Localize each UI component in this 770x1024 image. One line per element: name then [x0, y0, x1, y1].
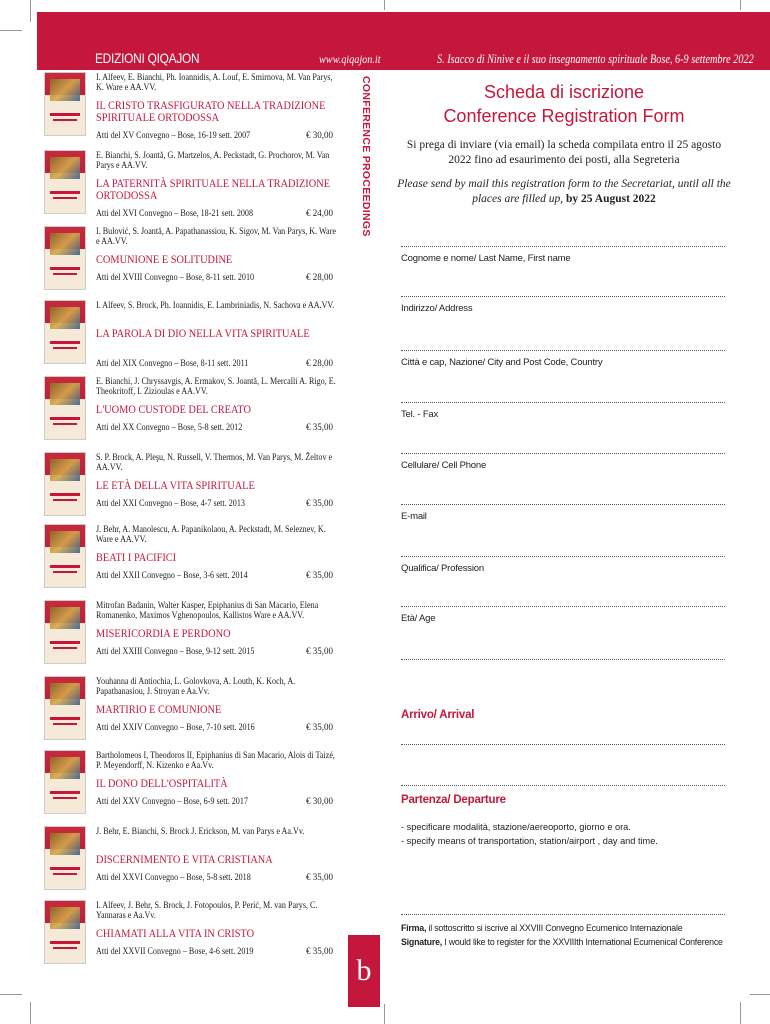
departure-label: Partenza/ Departure — [401, 794, 506, 806]
book-cover — [44, 452, 86, 516]
book-item — [44, 376, 364, 450]
crop-mark — [30, 1002, 31, 1024]
book-price: € 35,00 — [306, 498, 333, 508]
book-cover — [44, 826, 86, 890]
book-price: € 28,00 — [306, 358, 333, 368]
form-title-en: Conference Registration Form — [443, 106, 685, 126]
book-authors: J. Behr, E. Bianchi, S. Brock J. Erickson, M. van Parys e Aa.Vv. — [96, 826, 305, 836]
arrival-label: Arrivo/ Arrival — [401, 709, 475, 721]
book-title: CHIAMATI ALLA VITA IN CRISTO — [96, 928, 255, 940]
book-title: L'UOMO CUSTODE DEL CREATO — [96, 404, 251, 416]
form-field-label: Indirizzo/ Address — [401, 303, 473, 314]
book-acts: Atti del XVI Convegno – Bose, 18-21 sett. 2008 — [96, 208, 254, 218]
book-price: € 35,00 — [306, 722, 333, 732]
form-field-label: E-mail — [401, 511, 427, 522]
book-authors: I. Alfeev, J. Behr, S. Brock, J. Fotopoulos, P. Perić, M. van Parys, C. Yannaras e Aa.Vv. — [96, 900, 318, 920]
book-cover — [44, 226, 86, 290]
book-item — [44, 150, 364, 224]
book-item — [44, 524, 364, 598]
book-acts: Atti del XXV Convegno – Bose, 6-9 sett. 2017 — [96, 796, 248, 806]
book-acts: Atti del XXII Convegno – Bose, 3-6 sett. 2014 — [96, 570, 248, 580]
crop-mark — [0, 994, 22, 995]
book-price: € 24,00 — [306, 208, 333, 218]
crop-mark — [0, 30, 22, 31]
crop-mark — [384, 0, 385, 10]
book-cover — [44, 300, 86, 364]
header-bar — [37, 12, 770, 70]
publisher-logo: b — [348, 935, 380, 1007]
book-price: € 35,00 — [306, 872, 333, 882]
book-cover — [44, 376, 86, 440]
book-price: € 35,00 — [306, 422, 333, 432]
book-price: € 35,00 — [306, 646, 333, 656]
book-authors: I. Bulović, S. Joantă, A. Papathanassiou, K. Sigov, M. Van Parys, K. Ware e AA.VV. — [96, 226, 336, 246]
form-field[interactable] — [401, 504, 725, 522]
signature-field[interactable] — [401, 914, 725, 915]
arrival-field[interactable] — [401, 744, 725, 745]
form-field[interactable] — [401, 246, 725, 264]
book-cover — [44, 750, 86, 814]
departure-line[interactable] — [401, 785, 725, 786]
book-item — [44, 600, 364, 674]
book-acts: Atti del XXVI Convegno – Bose, 5-8 sett. 2018 — [96, 872, 251, 882]
form-info-en: Please send by mail this registration form to the Secretariat, until all the places are filled up, by 25 August 2022 — [397, 178, 731, 205]
book-title: LA PAROLA DI DIO NELLA VITA SPIRITUALE — [96, 328, 310, 340]
form-field[interactable] — [401, 556, 725, 574]
book-authors: J. Behr, A. Manolescu, A. Papanikolaou, A. Peckstadt, M. Seleznev, K. Ware e AA.VV. — [96, 524, 326, 544]
website-link[interactable]: www.qiqajon.it — [319, 52, 381, 66]
book-price: € 28,00 — [306, 272, 333, 282]
side-label-text: CONFERENCE PROCEEDINGS — [360, 76, 372, 237]
form-field-label: Tel. - Fax — [401, 409, 439, 420]
book-title: LE ETÀ DELLA VITA SPIRITUALE — [96, 480, 255, 492]
book-cover — [44, 900, 86, 964]
book-title: LA PATERNITÀ SPIRITUALE NELLA TRADIZIONE ORTODOSSA — [96, 178, 331, 202]
book-acts: Atti del XV Convegno – Bose, 16-19 sett. 2007 — [96, 130, 251, 140]
book-acts: Atti del XXI Convegno – Bose, 4-7 sett. 2013 — [96, 498, 245, 508]
crop-mark — [30, 0, 31, 22]
form-field-label: Qualifica/ Profession — [401, 563, 484, 574]
book-item — [44, 72, 364, 146]
book-price: € 30,00 — [306, 796, 333, 806]
book-price: € 30,00 — [306, 130, 333, 140]
book-authors: E. Bianchi, S. Joantă, G. Martzelos, A. Peckstadt, G. Prochorov, M. Van Parys e AA.VV. — [96, 150, 330, 170]
crop-mark — [740, 1002, 741, 1024]
form-field[interactable] — [401, 453, 725, 471]
book-item — [44, 900, 364, 974]
book-cover — [44, 524, 86, 588]
book-item — [44, 226, 364, 300]
book-cover — [44, 150, 86, 214]
conference-title: S. Isacco di Ninive e il suo insegnamento spirituale Bose, 6-9 settembre 2022 — [437, 52, 754, 66]
crop-mark — [384, 1004, 385, 1024]
form-field[interactable] — [401, 606, 725, 624]
book-title: MISERICORDIA E PERDONO — [96, 628, 231, 640]
book-item — [44, 826, 364, 900]
form-field-label: Età/ Age — [401, 613, 436, 624]
book-item — [44, 676, 364, 750]
crop-mark — [740, 0, 741, 10]
form-field-label: Cognome e nome/ Last Name, First name — [401, 253, 571, 264]
transport-notes — [401, 820, 731, 848]
book-authors: I. Alfeev, E. Bianchi, Ph. Ioannidis, A. Louf, E. Smirnova, M. Van Parys, K. Ware e AA.VV. — [96, 72, 333, 92]
book-authors: Mitrofan Badanin, Walter Kasper, Epiphanius di San Macario, Elena Romanenko, Maximos Vghenopoulos, Kallistos Ware e AA.VV. — [96, 600, 319, 620]
book-title: BEATI I PACIFICI — [96, 552, 177, 564]
form-field[interactable] — [401, 296, 725, 314]
form-info-it: Si prega di inviare (via email) la scheda compilata entro il 25 agosto 2022 fino ad esaurimento dei posti, alla Segreteria — [406, 139, 722, 166]
book-price: € 35,00 — [306, 570, 333, 580]
book-acts: Atti del XXVII Convegno – Bose, 4-6 sett. 2019 — [96, 946, 254, 956]
book-price: € 35,00 — [306, 946, 333, 956]
book-item — [44, 300, 364, 374]
book-title: IL CRISTO TRASFIGURATO NELLA TRADIZIONE SPIRITUALE ORTODOSSA — [96, 100, 326, 124]
form-field[interactable] — [401, 402, 725, 420]
crop-mark — [750, 994, 770, 995]
signature-text: Firma, il sottoscritto si iscrive al XXVIII Convegno Ecumenico Internazionale Signature, I would like to register for the XXVIIIth International Ecumenical Conference — [401, 923, 723, 947]
book-acts: Atti del XXIV Convegno – Bose, 7-10 sett. 2016 — [96, 722, 255, 732]
book-title: MARTIRIO E COMUNIONE — [96, 704, 222, 716]
book-acts: Atti del XXIII Convegno – Bose, 9-12 sett. 2015 — [96, 646, 255, 656]
book-authors: E. Bianchi, J. Chryssavgis, A. Ermakov, S. Joantă, L. Mercalli A. Rigo, E. Theokritoff, I. Zizioulas e AA.VV. — [96, 376, 336, 396]
form-deadline: by 25 August 2022 — [566, 193, 656, 205]
book-title: COMUNIONE E SOLITUDINE — [96, 254, 233, 266]
book-acts: Atti del XVIII Convegno – Bose, 8-11 sett. 2010 — [96, 272, 255, 282]
book-cover — [44, 676, 86, 740]
book-item — [44, 750, 364, 824]
book-title: IL DONO DELL'OSPITALITÀ — [96, 778, 228, 790]
form-field-label: Cellulare/ Cell Phone — [401, 460, 487, 471]
book-cover — [44, 600, 86, 664]
book-authors: S. P. Brock, A. Pleşu, N. Russell, V. Thermos, M. Van Parys, M. Želtov e AA.VV. — [96, 452, 333, 472]
book-title: DISCERNIMENTO E VITA CRISTIANA — [96, 854, 273, 866]
form-field-label: Città e cap, Nazione/ City and Post Code, Country — [401, 357, 603, 368]
note-en: - specify means of transportation, station/airport , day and time. — [401, 836, 658, 846]
book-cover — [44, 72, 86, 136]
book-authors: Bartholomeos I, Theodoros II, Epiphanius di San Macario, Alois di Taizé, P. Meyendorff, N. Kizenko e Aa.Vv. — [96, 750, 335, 770]
form-field[interactable] — [401, 350, 725, 368]
book-authors: I. Alfeev, S. Brock, Ph. Ioannidis, E. Lambriniadis, N. Sachova e AA.VV. — [96, 300, 335, 310]
book-acts: Atti del XIX Convegno – Bose, 8-11 sett. 2011 — [96, 358, 249, 368]
book-authors: Youhanna di Antiochia, L. Golovkova, A. Louth, K. Koch, A. Papathanasiou, J. Stroyan e Aa.Vv. — [96, 676, 296, 696]
book-acts: Atti del XX Convegno – Bose, 5-8 sett. 2012 — [96, 422, 243, 432]
book-item — [44, 452, 364, 526]
brand-name: EDIZIONI QIQAJON — [95, 50, 200, 66]
note-it: - specificare modalità, stazione/aereoporto, giorno e ora. — [401, 822, 631, 832]
arrival-line[interactable] — [401, 659, 725, 660]
form-title-it: Scheda di iscrizione — [483, 82, 645, 102]
